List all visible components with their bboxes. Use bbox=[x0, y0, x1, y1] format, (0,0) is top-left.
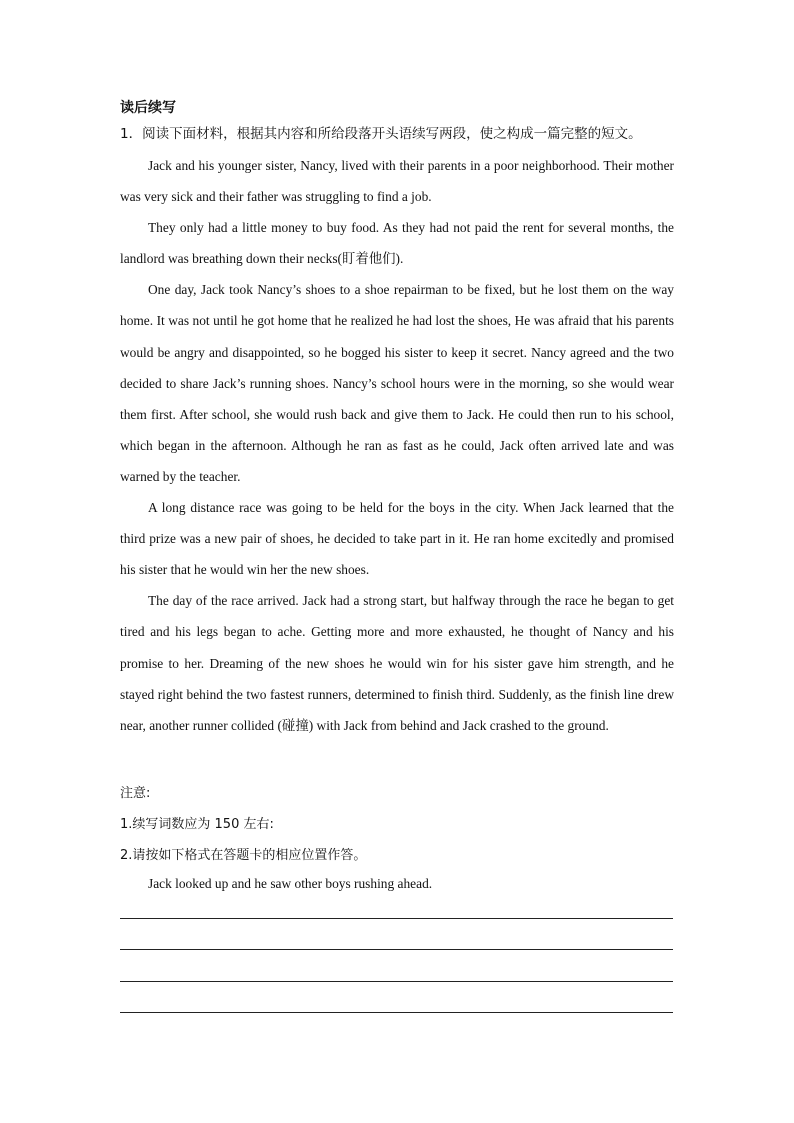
answer-line[interactable] bbox=[120, 949, 673, 950]
section-title: 读后续写 bbox=[120, 100, 176, 116]
passage-paragraph: Jack and his younger sister, Nancy, lived with their parents in a poor neighborhood. Their mother was very sick and their father was struggling to find a job. bbox=[120, 158, 674, 205]
passage-paragraph: The day of the race arrived. Jack had a strong start, but halfway through the race he began to get tired and his legs began to ache. Getting more and more exhausted, he thought of Nancy and his promise to her. Dreaming of the new shoes he would win for his sister gave him strength, and he stayed right behind the two fastest runners, determined to finish third. Suddenly, as the finish line drew near, another runner collided (碰撞) with Jack from behind and Jack crashed to the ground. bbox=[120, 593, 674, 733]
answer-line[interactable] bbox=[120, 1012, 673, 1013]
passage-paragraph: They only had a little money to buy food. As they had not paid the rent for several months, the landlord was breathing down their necks(盯着他们). bbox=[120, 220, 674, 267]
note-item: 1.续写词数应为 150 左右: bbox=[120, 817, 274, 832]
passage-paragraph: A long distance race was going to be held for the boys in the city. When Jack learned that the third prize was a new pair of shoes, he decided to take part in it. He ran home excitedly and promised his sister that he would win her the new shoes. bbox=[120, 500, 674, 578]
note-item: 2.请按如下格式在答题卡的相应位置作答。 bbox=[120, 848, 367, 863]
answer-lines bbox=[120, 918, 673, 1043]
answer-line[interactable] bbox=[120, 918, 673, 919]
notes-section bbox=[120, 778, 674, 871]
notes-heading: 注意: bbox=[120, 786, 151, 801]
passage-paragraph: One day, Jack took Nancy’s shoes to a shoe repairman to be fixed, but he lost them on the way home. It was not until he got home that he realized he had lost the shoes, He was afraid that his parents would be angry and disappointed, so he bogged his sister to keep it secret. Nancy agreed and the two decided to share Jack’s running shoes. Nancy’s school hours were in the morning, so she would wear them first. After school, she would rush back and give them to Jack. He could then run to his school, which began in the afternoon. Although he ran as fast as he could, Jack often arrived late and was warned by the teacher. bbox=[120, 282, 674, 484]
continuation-starter: Jack looked up and he saw other boys rushing ahead. bbox=[148, 876, 433, 891]
reading-passage bbox=[120, 150, 674, 741]
answer-line[interactable] bbox=[120, 981, 673, 982]
question-stem: 1．阅读下面材料，根据其内容和所给段落开头语续写两段，使之构成一篇完整的短文。 bbox=[120, 126, 642, 142]
